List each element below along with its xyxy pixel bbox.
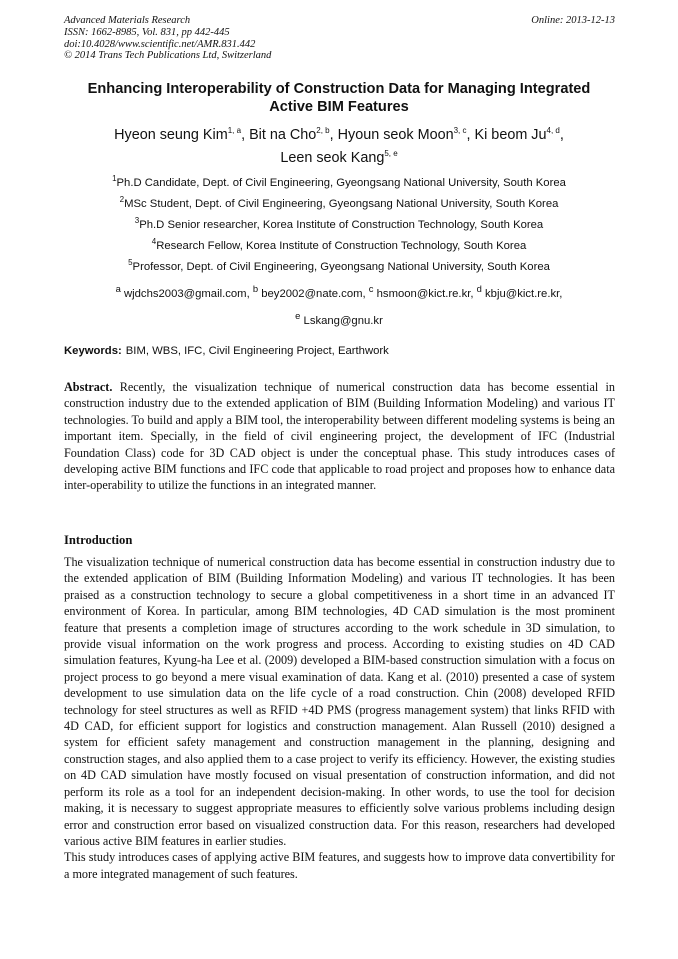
affiliation-number: 4	[151, 237, 157, 247]
author-name: Ki beom Ju	[474, 127, 547, 143]
email-address[interactable]: kbju@kict.re.kr	[485, 287, 560, 300]
email-line-1	[40, 278, 638, 305]
abstract-label: Abstract.	[64, 380, 113, 394]
introduction-body	[64, 554, 615, 882]
author-affil-mark: 4, d	[546, 126, 560, 136]
affiliation-number: 5	[128, 258, 133, 268]
issn-line: ISSN: 1662-8985, Vol. 831, pp 442-445	[64, 26, 230, 38]
abstract-text: Recently, the visualization technique of numerical construction data has become essential in construction industry due to the extended application of BIM (Building Information Modeling) and various IT technologies. To build and apply a BIM tool, the interoperability between different modeling systems is being an important item. Specially, in the field of civil engineering project, the development of IFC (Industrial Foundation Class) code for 3D CAD object is under the conceptual phase. This study introduces cases of developing active BIM functions and IFC code that applicable to road project and proposes how to enhance data inter-operability to utilize the functions in an integrated manner.	[64, 380, 616, 493]
affiliation	[40, 194, 638, 215]
abstract	[64, 379, 615, 494]
email-address[interactable]: Lskang@gnu.kr	[303, 314, 383, 327]
author-name: Hyeon seung Kim	[114, 127, 228, 143]
keywords-label: Keywords:	[64, 345, 122, 357]
affiliation	[40, 236, 638, 257]
section-heading-introduction: Introduction	[64, 533, 133, 547]
affiliation-text: MSc Student, Dept. of Civil Engineering, Gyeongsang National University, South Korea	[124, 198, 559, 210]
affiliation-number: 2	[119, 195, 125, 205]
email-letter: b	[252, 283, 259, 294]
email-letter: c	[368, 283, 374, 294]
email-letter: e	[295, 309, 301, 321]
author-affil-mark: 5, e	[384, 149, 398, 159]
email-address[interactable]: bey2002@nate.com	[261, 287, 363, 300]
affiliation-text: Ph.D Candidate, Dept. of Civil Engineering, Gyeongsang National University, South Korea	[116, 177, 566, 189]
affiliation	[40, 215, 638, 236]
affiliation-text: Research Fellow, Korea Institute of Construction Technology, South Korea	[156, 240, 527, 252]
journal-header	[64, 15, 444, 62]
author-separator: ,	[559, 127, 564, 143]
email-separator: ,	[559, 287, 563, 300]
affiliation-text: Professor, Dept. of Civil Engineering, Gyeongsang National University, South Korea	[132, 261, 550, 273]
affiliation-number: 3	[134, 216, 140, 226]
author-name: Leen seok Kang	[280, 150, 385, 166]
affiliation-text: Ph.D Senior researcher, Korea Institute of Construction Technology, South Korea	[139, 219, 544, 231]
email-separator: ,	[470, 287, 477, 300]
title-line-1: Enhancing Interoperability of Construction Data for Managing Integrated	[87, 81, 591, 97]
journal-name: Advanced Materials Research	[64, 15, 191, 26]
email-address[interactable]: hsmoon@kict.re.kr	[376, 287, 471, 300]
author-name: Hyoun seok Moon	[337, 127, 454, 143]
author-affil-mark: 2, b	[316, 126, 330, 136]
email-separator: ,	[362, 287, 369, 300]
author-separator: ,	[241, 127, 250, 143]
doi-line: doi:10.4028/www.scientific.net/AMR.831.442	[64, 38, 256, 50]
email-address[interactable]: wjdchs2003@gmail.com	[123, 287, 247, 300]
title-line-2: Active BIM Features	[269, 99, 409, 115]
author-affil-mark: 3, c	[453, 126, 467, 136]
introduction-paragraph-2: This study introduces cases of applying active BIM features, and suggests how to improve data convertibility for a more integrated management of such features.	[64, 850, 615, 881]
keywords-text: BIM, WBS, IFC, Civil Engineering Project, Earthwork	[125, 345, 389, 357]
author-separator: ,	[466, 127, 475, 143]
affiliation	[40, 173, 638, 194]
affiliation	[40, 257, 638, 278]
email-letter: a	[115, 283, 121, 294]
author-affil-mark: 1, a	[227, 126, 242, 136]
author-line-1	[40, 124, 638, 147]
copyright-line: © 2014 Trans Tech Publications Ltd, Switzerland	[64, 50, 272, 62]
author-separator: ,	[329, 127, 338, 143]
email-line-2	[40, 305, 638, 332]
author-list	[40, 124, 638, 170]
keywords	[64, 344, 624, 359]
author-line-2	[40, 147, 638, 170]
introduction-paragraph-1: The visualization technique of numerical construction data has become essential in construction industry due to the extended application of BIM (Building Information Modeling) and various IT technologies. It has been praised as a construction technology to secure a global competitiveness in a short time in an advanced IT environment of Korea. In particular, among BIM technologies, 4D CAD simulation is the most prominent feature that presents a completion image of structures according to the work schedule in 3D simulation, to provide visual information on the work progress and process. According to existing studies on 4D CAD simulation features, Kyung-ha Lee et al. (2009) developed a BIM-based construction simulation with a focus on project process to go beyond a mere visual examination of data. Kang et al. (2010) presented a case of system development to use simulation data on the life cycle of a road construction. Chin (2008) developed RFID technology for steel structures as well as RFID +4D PMS (progress management system) that links RFID with 4D CAD, for efficient support for logistics and construction management. Alan Russell (2010) designed a system for efficient safety management and construction management in the planning, designing and construction stages, and also applied them to a case project to verify its efficiency. However, the existing studies on 4D CAD simulation have mostly focused on visual presentation of construction information, and did not perform its role as a tool for an independent decision-making. In other words, to use the tool for decision making, it is necessary to suggest appropriate measures to efficiently solve various problems including design error and construction error based on visualized construction data. For this reason, researchers had developed various active BIM features in earlier studies.	[64, 555, 615, 848]
affiliation-list	[40, 173, 638, 332]
email-letter: d	[476, 283, 482, 294]
email-separator: ,	[246, 287, 253, 300]
affiliation-number: 1	[112, 174, 117, 184]
paper-title	[50, 80, 628, 116]
online-date: Online: 2013-12-13	[531, 15, 615, 26]
author-name: Bit na Cho	[249, 127, 317, 143]
